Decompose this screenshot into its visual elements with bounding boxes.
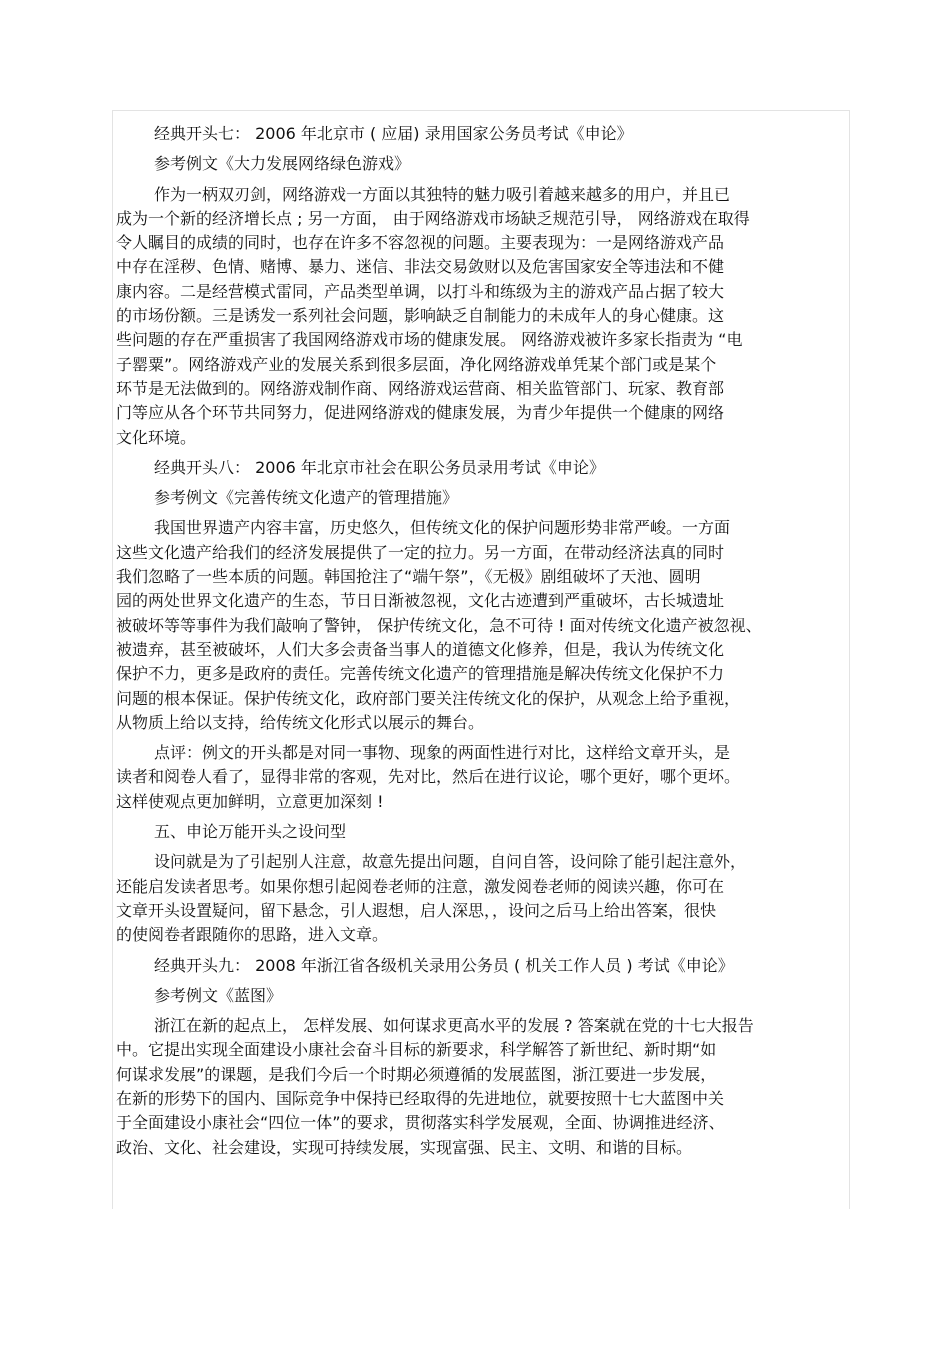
document-body: [116, 116, 846, 1166]
paragraph-line: 门等应从各个环节共同努力，促进网络游戏的健康发展，为青少年提供一个健康的网络: [116, 403, 725, 423]
paragraph-line: 设问就是为了引起别人注意，故意先提出问题，自问自答，设问除了能引起注意外，: [154, 852, 747, 872]
paragraph-line: 成为一个新的经济增长点 ; 另一方面， 由于网络游戏市场缺乏规范引导， 网络游戏在取得: [116, 208, 750, 228]
paragraph-line: 环节是无法做到的。网络游戏制作商、网络游戏运营商、相关监管部门、玩家、教育部: [116, 378, 725, 398]
paragraph-line: 中。它提出实现全面建设小康社会奋斗目标的新要求，科学解答了新世纪、新时期“如: [116, 1040, 717, 1060]
paragraph-line: 读者和阅卷人看了，显得非常的客观，先对比，然后在进行议论，哪个更好，哪个更坏。: [116, 767, 741, 787]
paragraph-line: 我国世界遗产内容丰富，历史悠久，但传统文化的保护问题形势非常严峻。一方面: [154, 518, 731, 538]
paragraph: [116, 183, 846, 450]
paragraph-line: 中存在淫秽、色情、赌博、暴力、迷信、非法交易敛财以及危害国家安全等违法和不健: [116, 257, 725, 277]
paragraph-line: 这些文化遗产给我们的经济发展提供了一定的拉力。另一方面，在带动经济法真的同时: [116, 542, 725, 562]
paragraph-line: 园的两处世界文化遗产的生态，节日日渐被忽视，文化古迹遭到严重破坏，古长城遗址: [116, 591, 725, 611]
paragraph-line: 我们忽略了一些本质的问题。韩国抢注了“端午祭”，《无极》剧组破坏了天池、圆明: [116, 567, 701, 587]
paragraph-line: 于全面建设小康社会“四位一体”的要求，贯彻落实科学发展观，全面、协调推进经济、: [116, 1113, 725, 1133]
section-heading: 经典开头八： 2006 年北京市社会在职公务员录用考试《申论》: [154, 457, 605, 477]
paragraph-line: 康内容。二是经营模式雷同，产品类型单调，以打斗和练级为主的游戏产品占据了较大: [116, 281, 725, 301]
paragraph-line: 文章开头设置疑问，留下悬念，引人遐想，启人深思，，设问之后马上给出答案，很快: [116, 900, 717, 920]
section-heading: 五、申论万能开头之设问型: [154, 822, 347, 842]
section-heading: 经典开头九： 2008 年浙江省各级机关录用公务员 ( 机关工作人员 ) 考试《申论》: [154, 955, 734, 975]
paragraph-line: 作为一柄双刃剑，网络游戏一方面以其独特的魅力吸引着越来越多的用户，并且已: [154, 184, 731, 204]
paragraph: [116, 1014, 846, 1160]
section-heading: 参考例文《大力发展网络绿色游戏》: [154, 154, 411, 174]
paragraph-line: 这样使观点更加鲜明，立意更加深刻 !: [116, 791, 384, 811]
paragraph-line: 从物质上给以支持，给传统文化形式以展示的舞台。: [116, 712, 485, 732]
paragraph-line: 文化环境。: [116, 427, 197, 447]
paragraph-line: 的市场份额。三是诱发一系列社会问题，影响缺乏自制能力的未成年人的身心健康。这: [116, 306, 725, 326]
paragraph-line: 被破坏等等事件为我们敲响了警钟， 保护传统文化，急不可待 ! 面对传统文化遗产被忽视、: [116, 615, 762, 635]
paragraph-line: 子罂粟”。网络游戏产业的发展关系到很多层面，净化网络游戏单凭某个部门或是某个: [116, 354, 717, 374]
paragraph-line: 被遗弃，甚至被破坏，人们大多会责备当事人的道德文化修养，但是，我认为传统文化: [116, 639, 725, 659]
section-heading: 经典开头七： 2006 年北京市 ( 应届) 录用国家公务员考试《申论》: [154, 124, 633, 143]
paragraph-line: 何谋求发展”的课题，是我们今后一个时期必须遵循的发展蓝图，浙江要进一步发展，: [116, 1064, 717, 1084]
paragraph: [116, 741, 846, 814]
paragraph-line: 保护不力，更多是政府的责任。完善传统文化遗产的管理措施是解决传统文化保护不力: [116, 664, 725, 684]
paragraph: [116, 516, 846, 735]
paragraph-line: 问题的根本保证。保护传统文化，政府部门要关注传统文化的保护，从观念上给予重视，: [116, 688, 741, 708]
paragraph-line: 政治、文化、社会建设，实现可持续发展，实现富强、民主、文明、和谐的目标。: [116, 1137, 693, 1157]
paragraph-line: 还能启发读者思考。如果你想引起阅卷老师的注意，激发阅卷老师的阅读兴趣，你可在: [116, 876, 725, 896]
paragraph-line: 浙江在新的起点上， 怎样发展、如何谋求更高水平的发展 ? 答案就在党的十七大报告: [154, 1016, 754, 1036]
paragraph-line: 些问题的存在严重损害了我国网络游戏市场的健康发展。 网络游戏被许多家长指责为 “电: [116, 330, 743, 350]
paragraph-line: 在新的形势下的国内、国际竞争中保持已经取得的先进地位，就要按照十七大蓝图中关: [116, 1088, 725, 1108]
section-heading: 参考例文《完善传统文化遗产的管理措施》: [154, 488, 459, 508]
paragraph: [116, 850, 846, 947]
paragraph-line: 的使阅卷者跟随你的思路，进入文章。: [116, 925, 389, 945]
paragraph-line: 点评：例文的开头都是对同一事物、现象的两面性进行对比，这样给文章开头，是: [154, 743, 731, 763]
paragraph-line: 令人瞩目的成绩的同时，也存在许多不容忽视的问题。主要表现为：一是网络游戏产品: [116, 233, 725, 253]
section-heading: 参考例文《蓝图》: [154, 985, 283, 1005]
